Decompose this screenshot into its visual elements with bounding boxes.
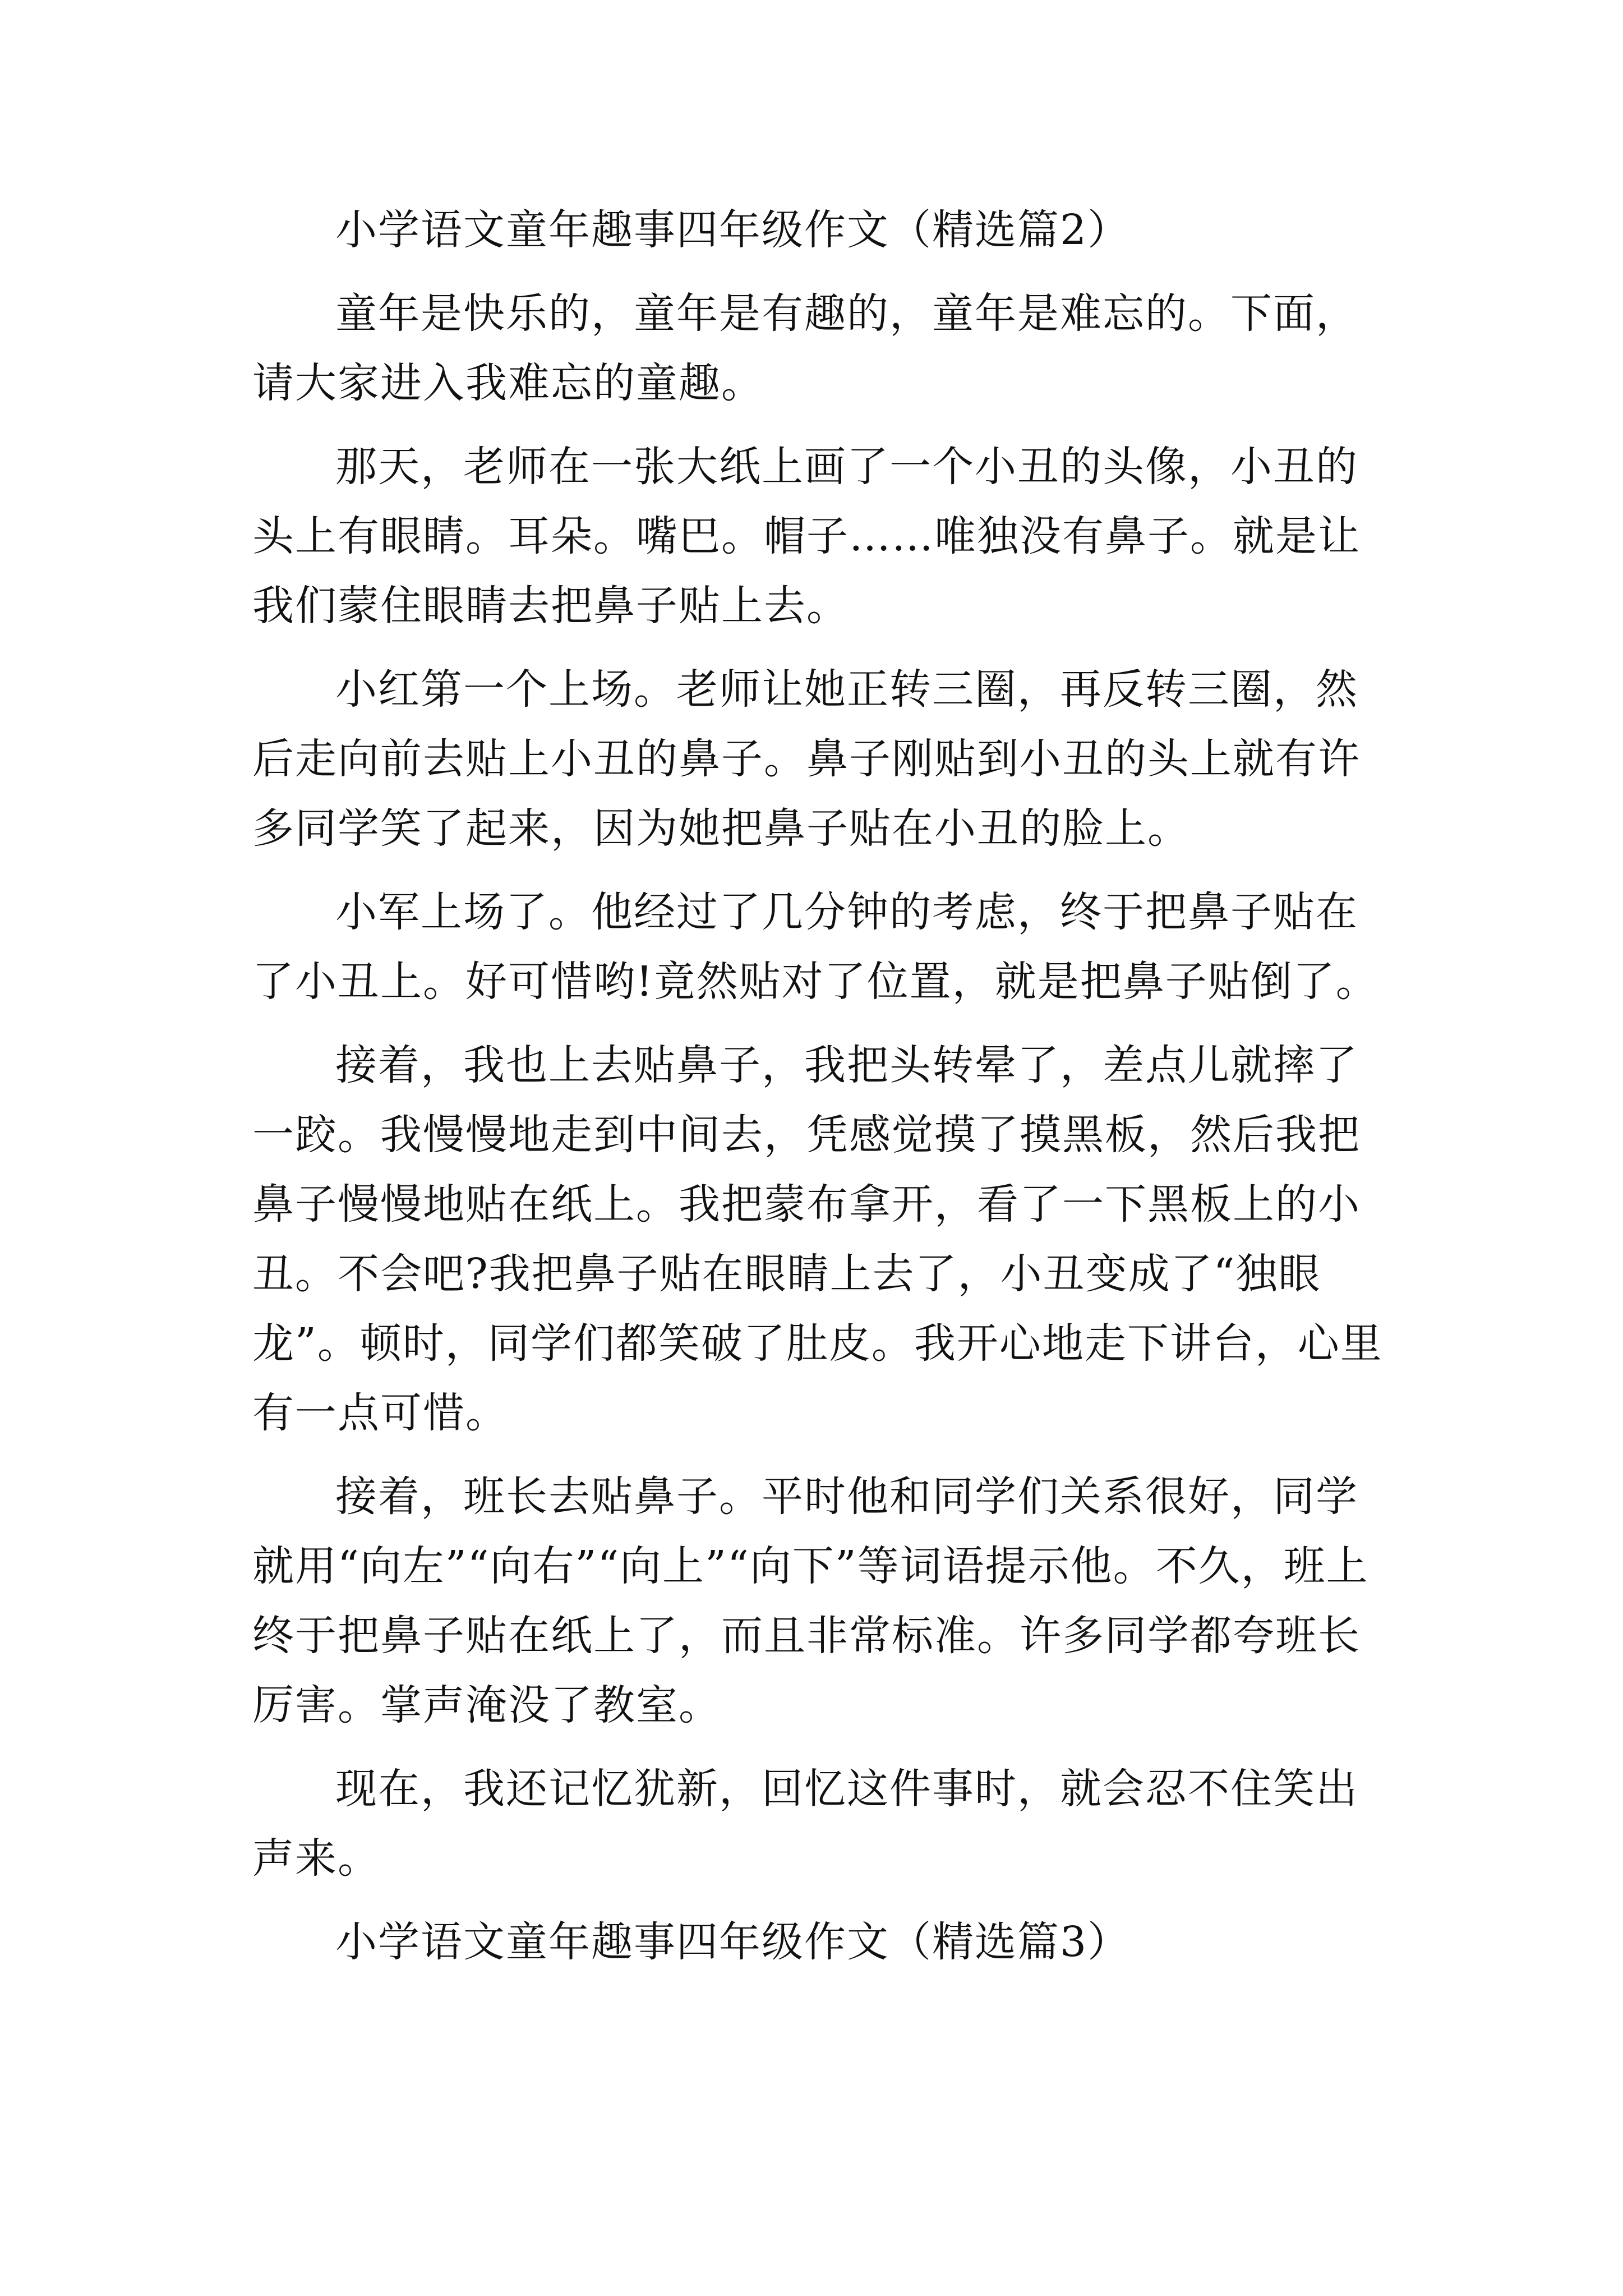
document-body [252, 195, 1396, 1991]
paragraph: 接着，我也上去贴鼻子，我把头转晕了，差点儿就摔了一跤。我慢慢地走到中间去，凭感觉摸了摸黑板，然后我把鼻子慢慢地贴在纸上。我把蒙布拿开，看了一下黑板上的小丑。不会吧?我把鼻子贴在眼睛上去了，小丑变成了“独眼龙”。顿时，同学们都笑破了肚皮。我开心地走下讲台，心里有一点可惜。 [252, 1041, 1383, 1437]
section-heading: 小学语文童年趣事四年级作文（精选篇2） [335, 206, 1131, 254]
paragraph: 那天，老师在一张大纸上画了一个小丑的头像，小丑的头上有眼睛。耳朵。嘴巴。帽子……唯独没有鼻子。就是让我们蒙住眼睛去把鼻子贴上去。 [252, 443, 1361, 630]
paragraph: 接着，班长去贴鼻子。平时他和同学们关系很好，同学就用“向左”“向右”“向上”“向下”等词语提示他。不久，班上终于把鼻子贴在纸上了，而且非常标准。许多同学都夸班长厉害。掌声淹没了教室。 [252, 1473, 1369, 1729]
paragraph: 小军上场了。他经过了几分钟的考虑，终于把鼻子贴在了小丑上。好可惜哟!竟然贴对了位置，就是把鼻子贴倒了。 [252, 888, 1378, 1006]
paragraph: 小红第一个上场。老师让她正转三圈，再反转三圈，然后走向前去贴上小丑的鼻子。鼻子刚贴到小丑的头上就有许多同学笑了起来，因为她把鼻子贴在小丑的脸上。 [252, 665, 1361, 853]
paragraph: 现在，我还记忆犹新，回忆这件事时，就会忍不住笑出声来。 [252, 1765, 1358, 1883]
paragraph: 童年是快乐的，童年是有趣的，童年是难忘的。下面，请大家进入我难忘的童趣。 [252, 289, 1358, 407]
section-heading: 小学语文童年趣事四年级作文（精选篇3） [335, 1918, 1131, 1966]
